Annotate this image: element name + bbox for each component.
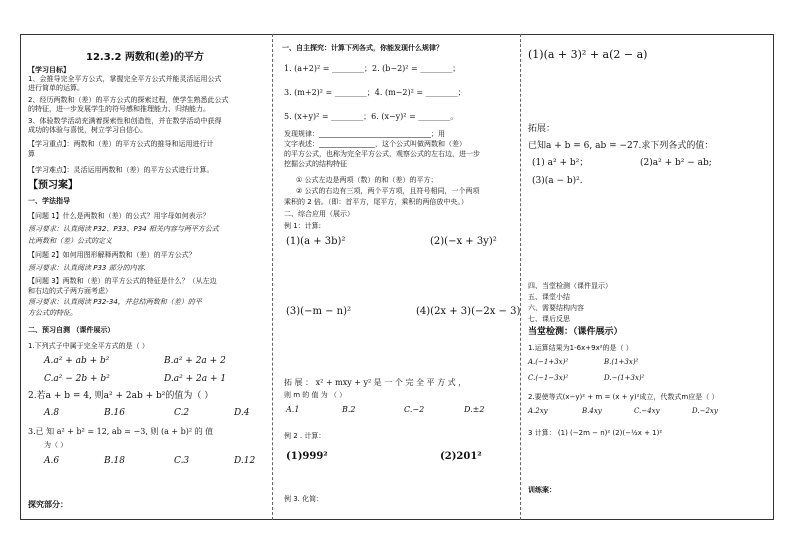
option: B.16 <box>104 408 125 418</box>
extension-question: 则 m 的 值 为 （ ） <box>284 391 347 399</box>
section-heading: 【预习案】 <box>28 180 78 191</box>
goal-line: 进行简单的运算。 <box>28 84 84 92</box>
option: C.−4xy <box>634 407 660 415</box>
exercise-line: 1. (a+2)² = ________；2. (b−2)² = ________； <box>284 64 461 73</box>
expression: (2)201² <box>440 451 482 462</box>
section-heading: 一、自主探究：计算下列各式，你能发现什么规律？ <box>282 44 443 52</box>
section-heading: 一、学法指导 <box>28 197 70 205</box>
option: B.(1+3x)² <box>604 358 639 366</box>
option: A.8 <box>44 408 60 418</box>
extension-heading: 拓展： <box>528 124 556 134</box>
test-question: 2.若a + b = 4, 则a² + 2ab + b²的值为（ ） <box>28 391 214 401</box>
check-question: 3 计算： (1) (−2m − n)² (2)(−½x + 1)² <box>528 429 663 437</box>
test-question: 1.下列式子中属于完全平方式的是（ ） <box>28 342 149 350</box>
option: D.±2 <box>464 405 485 414</box>
rule-line: 发现规律：________________________________；用 <box>284 130 445 138</box>
section-heading: 七、课后反思 <box>528 315 570 323</box>
option: D.4 <box>234 408 250 418</box>
extension-question: 已知a + b = 6, ab = −27.求下列各式的值： <box>528 141 714 151</box>
section-heading: 训练案： <box>528 486 556 494</box>
extension-question: 拓 展 ： x² + mxy + y² 是 一 个 完 全 平 方 式 ， <box>284 378 467 387</box>
goal-heading: 【学习目标】 <box>28 66 70 74</box>
question: 【问题 1】什么是两数和（差）的公式？用字母如何表示？ <box>28 212 210 220</box>
option: A.2xy <box>528 407 548 415</box>
option: D.a² + 2a + 1 <box>164 374 227 384</box>
goal-line: 2、经历两数和（差）的平方公式的探索过程，使学生熟悉此公式 <box>28 96 229 104</box>
section-heading: 二、预习自测 （课件展示） <box>28 326 115 334</box>
section-heading: 五、课堂小结 <box>528 293 570 301</box>
extension-item: (1) a² + b²； <box>532 158 589 168</box>
difficulty: 【学习难点】：灵活运用两数和（差）的平方公式进行计算。 <box>28 166 214 174</box>
check-question: 1.运算结果为1-6x+9x²的是（ ） <box>528 344 633 352</box>
exercise-line: 5. (x+y)² = ________；6. (x−y)² = ________。 <box>284 112 459 121</box>
option: B.18 <box>104 456 125 466</box>
option: C.−2 <box>404 405 425 414</box>
option: D.−(1+3x)² <box>604 374 645 382</box>
page-title: 12.3.2 两数和(差)的平方 <box>86 52 205 63</box>
rule-line: ① 公式左边是两项（数）的和（差）的平方； <box>296 176 438 184</box>
expression: (4)(2x + 3)(−2x − 3) <box>416 306 521 317</box>
rule-line: ② 公式的右边有三项，两个平方项，且符号相同，一个两项 <box>296 187 480 195</box>
goal-line: 1、会推导完全平方公式，掌握完全平方公式并能灵活运用公式 <box>28 75 222 83</box>
option: C.a² − 2b + b² <box>44 374 110 384</box>
question: 【问题 2】如何用图形解释两数和（差）的平方公式？ <box>28 251 196 259</box>
expression: (2)(−x + 3y)² <box>430 236 497 247</box>
section-heading: 当堂检测：（课件展示） <box>528 327 623 337</box>
column-divider <box>272 34 273 520</box>
column-divider <box>520 34 521 520</box>
goal-line: 成功的体验与喜悦，树立学习自信心。 <box>28 126 147 134</box>
rule-line: 文字表述：________________，这个公式叫做两数和（差） <box>284 140 466 148</box>
rule-line: 的平方公式，也称为完全平方公式，观察公式的左右边，进一步 <box>284 150 480 158</box>
example-label: 例 1：计算: <box>284 222 322 230</box>
exercise-line: 3. (m+2)² = ________；4. (m−2)² = ________； <box>284 88 466 97</box>
option: B.a² + 2a + 2 <box>164 356 226 366</box>
preview-requirement: 比两数和（差）公式的定义 <box>28 237 112 245</box>
option: A.a² + ab + b² <box>44 356 110 366</box>
key-point: 【学习重点】：两数和（差）的平方公式的推导和运用进行计 <box>28 140 214 148</box>
expression: (1)(a + 3)² + a(2 − a) <box>528 48 648 61</box>
extension-item: (3)(a − b)². <box>532 176 583 186</box>
preview-requirement: 预习要求：认真阅读 P32、P33、P34 相关内容与两平方公式 <box>28 225 219 233</box>
section-heading: 探究部分： <box>28 500 68 509</box>
expression: (3)(−m − n)² <box>286 306 352 317</box>
option: B.4xy <box>582 407 602 415</box>
option: A.6 <box>44 456 60 466</box>
check-question: 2.要使等式(x−y)² + m = (x + y)²成立，代数式m应是（ ） <box>528 393 719 401</box>
option: C.2 <box>174 408 190 418</box>
example-label: 例 2 . 计算： <box>284 432 326 440</box>
expression: (1)(a + 3b)² <box>286 236 346 247</box>
key-point: 算 <box>28 150 35 158</box>
goal-line: 的特征，进一步发展学生的符号感和推理能力、归纳能力。 <box>28 105 210 113</box>
option: D.12 <box>234 456 256 466</box>
preview-requirement: 预习要求：认真阅读 P32-34，并总结两数和（差）的平 <box>28 298 202 306</box>
option: A.1 <box>286 405 300 414</box>
option: C.3 <box>174 456 190 466</box>
expression: (1)999² <box>286 451 328 462</box>
extension-item: (2)a² + b² − ab; <box>640 158 712 168</box>
question: 【问题 3】两数和（差）的平方公式的特征是什么？（从左边 <box>28 277 217 285</box>
test-question: 3.已 知 a² + b² = 12, ab = −3, 则 (a + b)² 的 值 <box>28 427 214 436</box>
rule-line: 挖掘公式的结构特征 <box>284 160 347 168</box>
option: D.−2xy <box>692 407 718 415</box>
option: B.2 <box>342 405 356 414</box>
goal-line: 3、体验数学活动充满着探索性和创造性，并在数学活动中获得 <box>28 117 222 125</box>
test-question: 为（ ） <box>44 441 68 449</box>
question: 和右边的式子两方面考虑） <box>28 287 112 295</box>
section-heading: 四、当堂检测（课件显示） <box>528 282 612 290</box>
preview-requirement: 方公式的特征。 <box>28 309 77 317</box>
preview-requirement: 预习要求：认真阅读 P33 部分的内容. <box>28 264 146 272</box>
option: A.(−1+3x)² <box>528 358 569 366</box>
section-heading: 二、综合应用（展示） <box>284 210 354 218</box>
option: C.(−1−3x)² <box>528 374 569 382</box>
section-heading: 六、需要结构内容 <box>528 304 584 312</box>
example-label: 例 3. 化简： <box>284 495 324 503</box>
rule-line: 乘积的 2 倍。（即：首平方，尾平方，乘积的两倍放中央。） <box>284 198 468 206</box>
